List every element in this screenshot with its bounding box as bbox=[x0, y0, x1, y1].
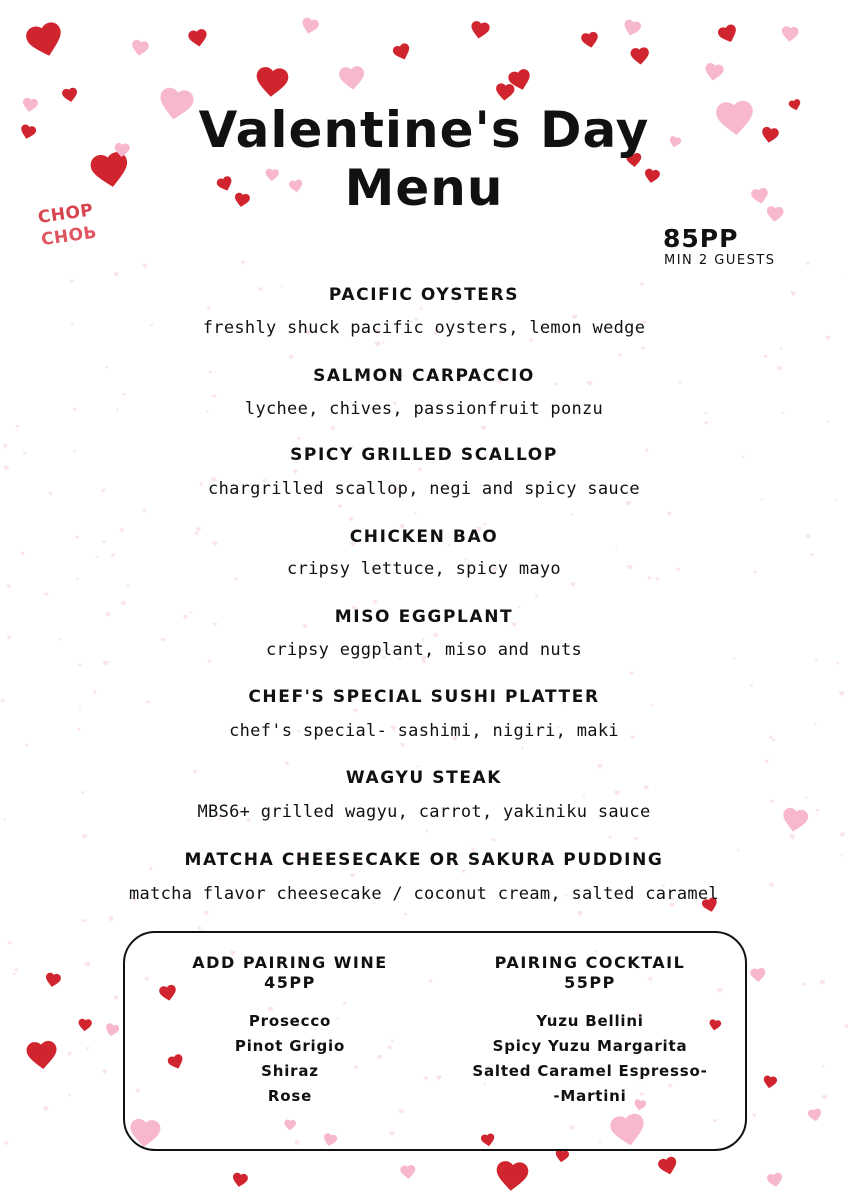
confetti-heart-icon bbox=[634, 837, 638, 841]
cocktail-item: Yuzu Bellini bbox=[536, 1012, 644, 1030]
confetti-heart-icon bbox=[461, 869, 465, 873]
heart-icon bbox=[130, 39, 149, 57]
confetti-heart-icon bbox=[96, 556, 99, 559]
menu-title-line2: Menu bbox=[344, 159, 504, 217]
confetti-heart-icon bbox=[3, 465, 9, 470]
confetti-heart-icon bbox=[530, 338, 534, 342]
confetti-heart-icon bbox=[68, 1094, 71, 1097]
confetti-heart-icon bbox=[82, 834, 88, 839]
heart-icon bbox=[24, 20, 66, 60]
confetti-heart-icon bbox=[821, 1065, 824, 1068]
course-name: CHEF'S SPECIAL SUSHI PLATTER bbox=[248, 687, 600, 707]
confetti-heart-icon bbox=[803, 983, 807, 987]
heart-icon bbox=[44, 972, 61, 988]
course-description: cripsy eggplant, miso and nuts bbox=[265, 640, 583, 660]
heart-icon bbox=[78, 1018, 92, 1031]
heart-icon bbox=[495, 83, 515, 101]
confetti-heart-icon bbox=[618, 354, 622, 358]
confetti-heart-icon bbox=[126, 585, 129, 588]
confetti-heart-icon bbox=[667, 512, 672, 516]
confetti-heart-icon bbox=[293, 469, 298, 474]
logo-text-top: CHOP bbox=[36, 200, 95, 228]
confetti-heart-icon bbox=[108, 916, 113, 921]
confetti-heart-icon bbox=[614, 790, 620, 795]
heart-icon bbox=[717, 23, 740, 45]
confetti-heart-icon bbox=[806, 262, 810, 265]
confetti-heart-icon bbox=[570, 582, 575, 587]
confetti-heart-icon bbox=[121, 601, 127, 606]
confetti-heart-icon bbox=[419, 307, 422, 310]
confetti-heart-icon bbox=[626, 501, 632, 506]
cocktail-pairing-title: PAIRING COCKTAIL bbox=[494, 953, 686, 972]
wine-item: Rose bbox=[267, 1087, 313, 1105]
cocktail-pairing-price: 55PP bbox=[564, 973, 616, 992]
confetti-heart-icon bbox=[285, 761, 289, 765]
confetti-heart-icon bbox=[827, 420, 830, 423]
heart-icon bbox=[580, 31, 599, 49]
cocktail-item: Spicy Yuzu Margarita bbox=[492, 1037, 688, 1055]
confetti-heart-icon bbox=[16, 425, 19, 428]
confetti-heart-icon bbox=[86, 1047, 89, 1050]
heart-icon bbox=[188, 28, 209, 48]
confetti-heart-icon bbox=[4, 1141, 9, 1145]
course-name: MATCHA CHEESECAKE OR SAKURA PUDDING bbox=[184, 850, 664, 870]
heart-icon bbox=[630, 47, 650, 65]
confetti-heart-icon bbox=[822, 1095, 827, 1100]
confetti-heart-icon bbox=[297, 437, 301, 440]
confetti-heart-icon bbox=[844, 1024, 848, 1029]
confetti-heart-icon bbox=[382, 342, 385, 344]
confetti-heart-icon bbox=[78, 663, 82, 666]
confetti-heart-icon bbox=[349, 517, 354, 522]
heart-icon bbox=[762, 1075, 777, 1089]
confetti-heart-icon bbox=[8, 941, 12, 945]
confetti-heart-icon bbox=[483, 523, 486, 526]
confetti-heart-icon bbox=[338, 504, 342, 508]
confetti-heart-icon bbox=[404, 913, 407, 916]
confetti-heart-icon bbox=[44, 593, 48, 597]
confetti-heart-icon bbox=[25, 744, 28, 747]
course-name: WAGYU STEAK bbox=[345, 768, 503, 788]
course-description: cripsy lettuce, spicy mayo bbox=[287, 559, 561, 579]
wine-item: Prosecco bbox=[248, 1012, 332, 1030]
wine-pairing-price: 45PP bbox=[264, 973, 316, 992]
confetti-heart-icon bbox=[350, 874, 355, 878]
confetti-heart-icon bbox=[330, 426, 335, 430]
confetti-heart-icon bbox=[103, 661, 109, 666]
course-description: freshly shuck pacific oysters, lemon wedge bbox=[202, 318, 646, 338]
confetti-heart-icon bbox=[67, 1052, 71, 1056]
confetti-heart-icon bbox=[241, 261, 245, 265]
confetti-heart-icon bbox=[805, 797, 808, 800]
course-name: MISO EGGPLANT bbox=[334, 607, 514, 627]
cocktail-pairing bbox=[440, 953, 740, 1109]
confetti-heart-icon bbox=[668, 1153, 671, 1156]
confetti-heart-icon bbox=[43, 1106, 49, 1111]
cocktail-list bbox=[440, 1009, 740, 1109]
confetti-heart-icon bbox=[114, 272, 119, 277]
confetti-heart-icon bbox=[615, 548, 618, 550]
confetti-heart-icon bbox=[289, 355, 294, 359]
confetti-heart-icon bbox=[570, 513, 573, 516]
course-description: MBS6+ grilled wagyu, carrot, yakiniku sauce bbox=[197, 802, 651, 822]
logo-text-bottom: CHOP bbox=[39, 220, 98, 248]
wine-item: Pinot Grigio bbox=[234, 1037, 346, 1055]
confetti-heart-icon bbox=[400, 743, 405, 747]
heart-icon bbox=[554, 1149, 569, 1163]
heart-icon bbox=[339, 66, 366, 91]
heart-icon bbox=[300, 17, 320, 36]
heart-icon bbox=[26, 1040, 58, 1070]
heart-icon bbox=[392, 42, 413, 62]
confetti-heart-icon bbox=[629, 671, 633, 675]
wine-pairing-title: ADD PAIRING WINE bbox=[192, 953, 388, 972]
confetti-heart-icon bbox=[102, 1070, 107, 1074]
heart-icon bbox=[781, 26, 799, 43]
heart-icon bbox=[255, 66, 289, 98]
heart-icon bbox=[495, 1160, 529, 1192]
confetti-heart-icon bbox=[433, 633, 438, 638]
confetti-heart-icon bbox=[810, 553, 814, 557]
confetti-heart-icon bbox=[764, 355, 768, 359]
confetti-heart-icon bbox=[789, 834, 795, 839]
confetti-heart-icon bbox=[70, 280, 74, 284]
confetti-heart-icon bbox=[15, 968, 19, 972]
confetti-heart-icon bbox=[422, 659, 426, 663]
confetti-heart-icon bbox=[840, 832, 845, 837]
heart-icon bbox=[400, 1165, 416, 1180]
confetti-heart-icon bbox=[142, 509, 146, 513]
confetti-heart-icon bbox=[122, 393, 126, 396]
confetti-heart-icon bbox=[6, 584, 10, 588]
cocktail-item: -Martini bbox=[553, 1087, 627, 1105]
confetti-heart-icon bbox=[375, 341, 381, 346]
wine-item: Shiraz bbox=[261, 1062, 319, 1080]
confetti-heart-icon bbox=[608, 836, 611, 839]
confetti-heart-icon bbox=[491, 838, 495, 842]
cocktail-item: Salted Caramel Espresso- bbox=[472, 1062, 708, 1080]
course-description: chef's special- sashimi, nigiri, maki bbox=[229, 721, 619, 741]
confetti-heart-icon bbox=[836, 662, 839, 665]
menu-title-line1: Valentine's Day bbox=[198, 101, 650, 159]
course-name: CHICKEN BAO bbox=[349, 527, 499, 547]
course-description: chargrilled scallop, negi and spicy sauce bbox=[208, 479, 640, 499]
confetti-heart-icon bbox=[83, 919, 86, 922]
heart-icon bbox=[807, 1108, 822, 1122]
minimum-guests-note: MIN 2 GUESTS bbox=[664, 253, 776, 268]
confetti-heart-icon bbox=[642, 347, 646, 350]
course-name: SPICY GRILLED SCALLOP bbox=[290, 445, 558, 465]
confetti-heart-icon bbox=[414, 512, 417, 514]
confetti-heart-icon bbox=[207, 306, 211, 309]
wine-list bbox=[140, 1009, 440, 1109]
chop-chop-logo bbox=[24, 193, 112, 268]
heart-icon bbox=[231, 1172, 248, 1188]
heart-icon bbox=[622, 19, 642, 38]
confetti-heart-icon bbox=[752, 1114, 756, 1117]
confetti-heart-icon bbox=[425, 830, 428, 833]
heart-icon bbox=[703, 62, 724, 82]
confetti-heart-icon bbox=[207, 660, 211, 664]
confetti-heart-icon bbox=[198, 926, 202, 929]
heart-icon bbox=[750, 968, 766, 983]
confetti-heart-icon bbox=[583, 796, 586, 798]
confetti-heart-icon bbox=[81, 791, 85, 794]
confetti-heart-icon bbox=[765, 759, 769, 763]
confetti-heart-icon bbox=[212, 395, 216, 399]
confetti-heart-icon bbox=[373, 600, 377, 604]
heart-icon bbox=[657, 1156, 679, 1177]
confetti-heart-icon bbox=[820, 980, 826, 985]
confetti-heart-icon bbox=[21, 552, 25, 555]
confetti-heart-icon bbox=[111, 553, 115, 557]
confetti-heart-icon bbox=[481, 426, 486, 431]
confetti-heart-icon bbox=[204, 911, 209, 915]
course-description: lychee, chives, passionfruit ponzu bbox=[244, 399, 604, 419]
heart-icon bbox=[469, 20, 490, 40]
course-description: matcha flavor cheesecake / coconut cream, salted caramel bbox=[129, 884, 719, 904]
confetti-heart-icon bbox=[535, 594, 538, 597]
confetti-heart-icon bbox=[353, 709, 358, 713]
confetti-heart-icon bbox=[85, 962, 91, 967]
heart-icon bbox=[766, 1172, 783, 1188]
course-name: SALMON CARPACCIO bbox=[313, 366, 535, 386]
heart-icon bbox=[104, 1022, 120, 1037]
confetti-heart-icon bbox=[577, 911, 583, 916]
confetti-heart-icon bbox=[418, 468, 423, 472]
menu-price: 85PP bbox=[663, 224, 739, 253]
confetti-heart-icon bbox=[521, 747, 524, 749]
confetti-heart-icon bbox=[13, 973, 16, 975]
wine-pairing bbox=[140, 953, 440, 1109]
course-name: PACIFIC OYSTERS bbox=[328, 285, 520, 305]
confetti-heart-icon bbox=[114, 996, 119, 1000]
confetti-heart-icon bbox=[704, 421, 708, 424]
confetti-heart-icon bbox=[780, 347, 783, 350]
confetti-heart-icon bbox=[142, 263, 147, 268]
